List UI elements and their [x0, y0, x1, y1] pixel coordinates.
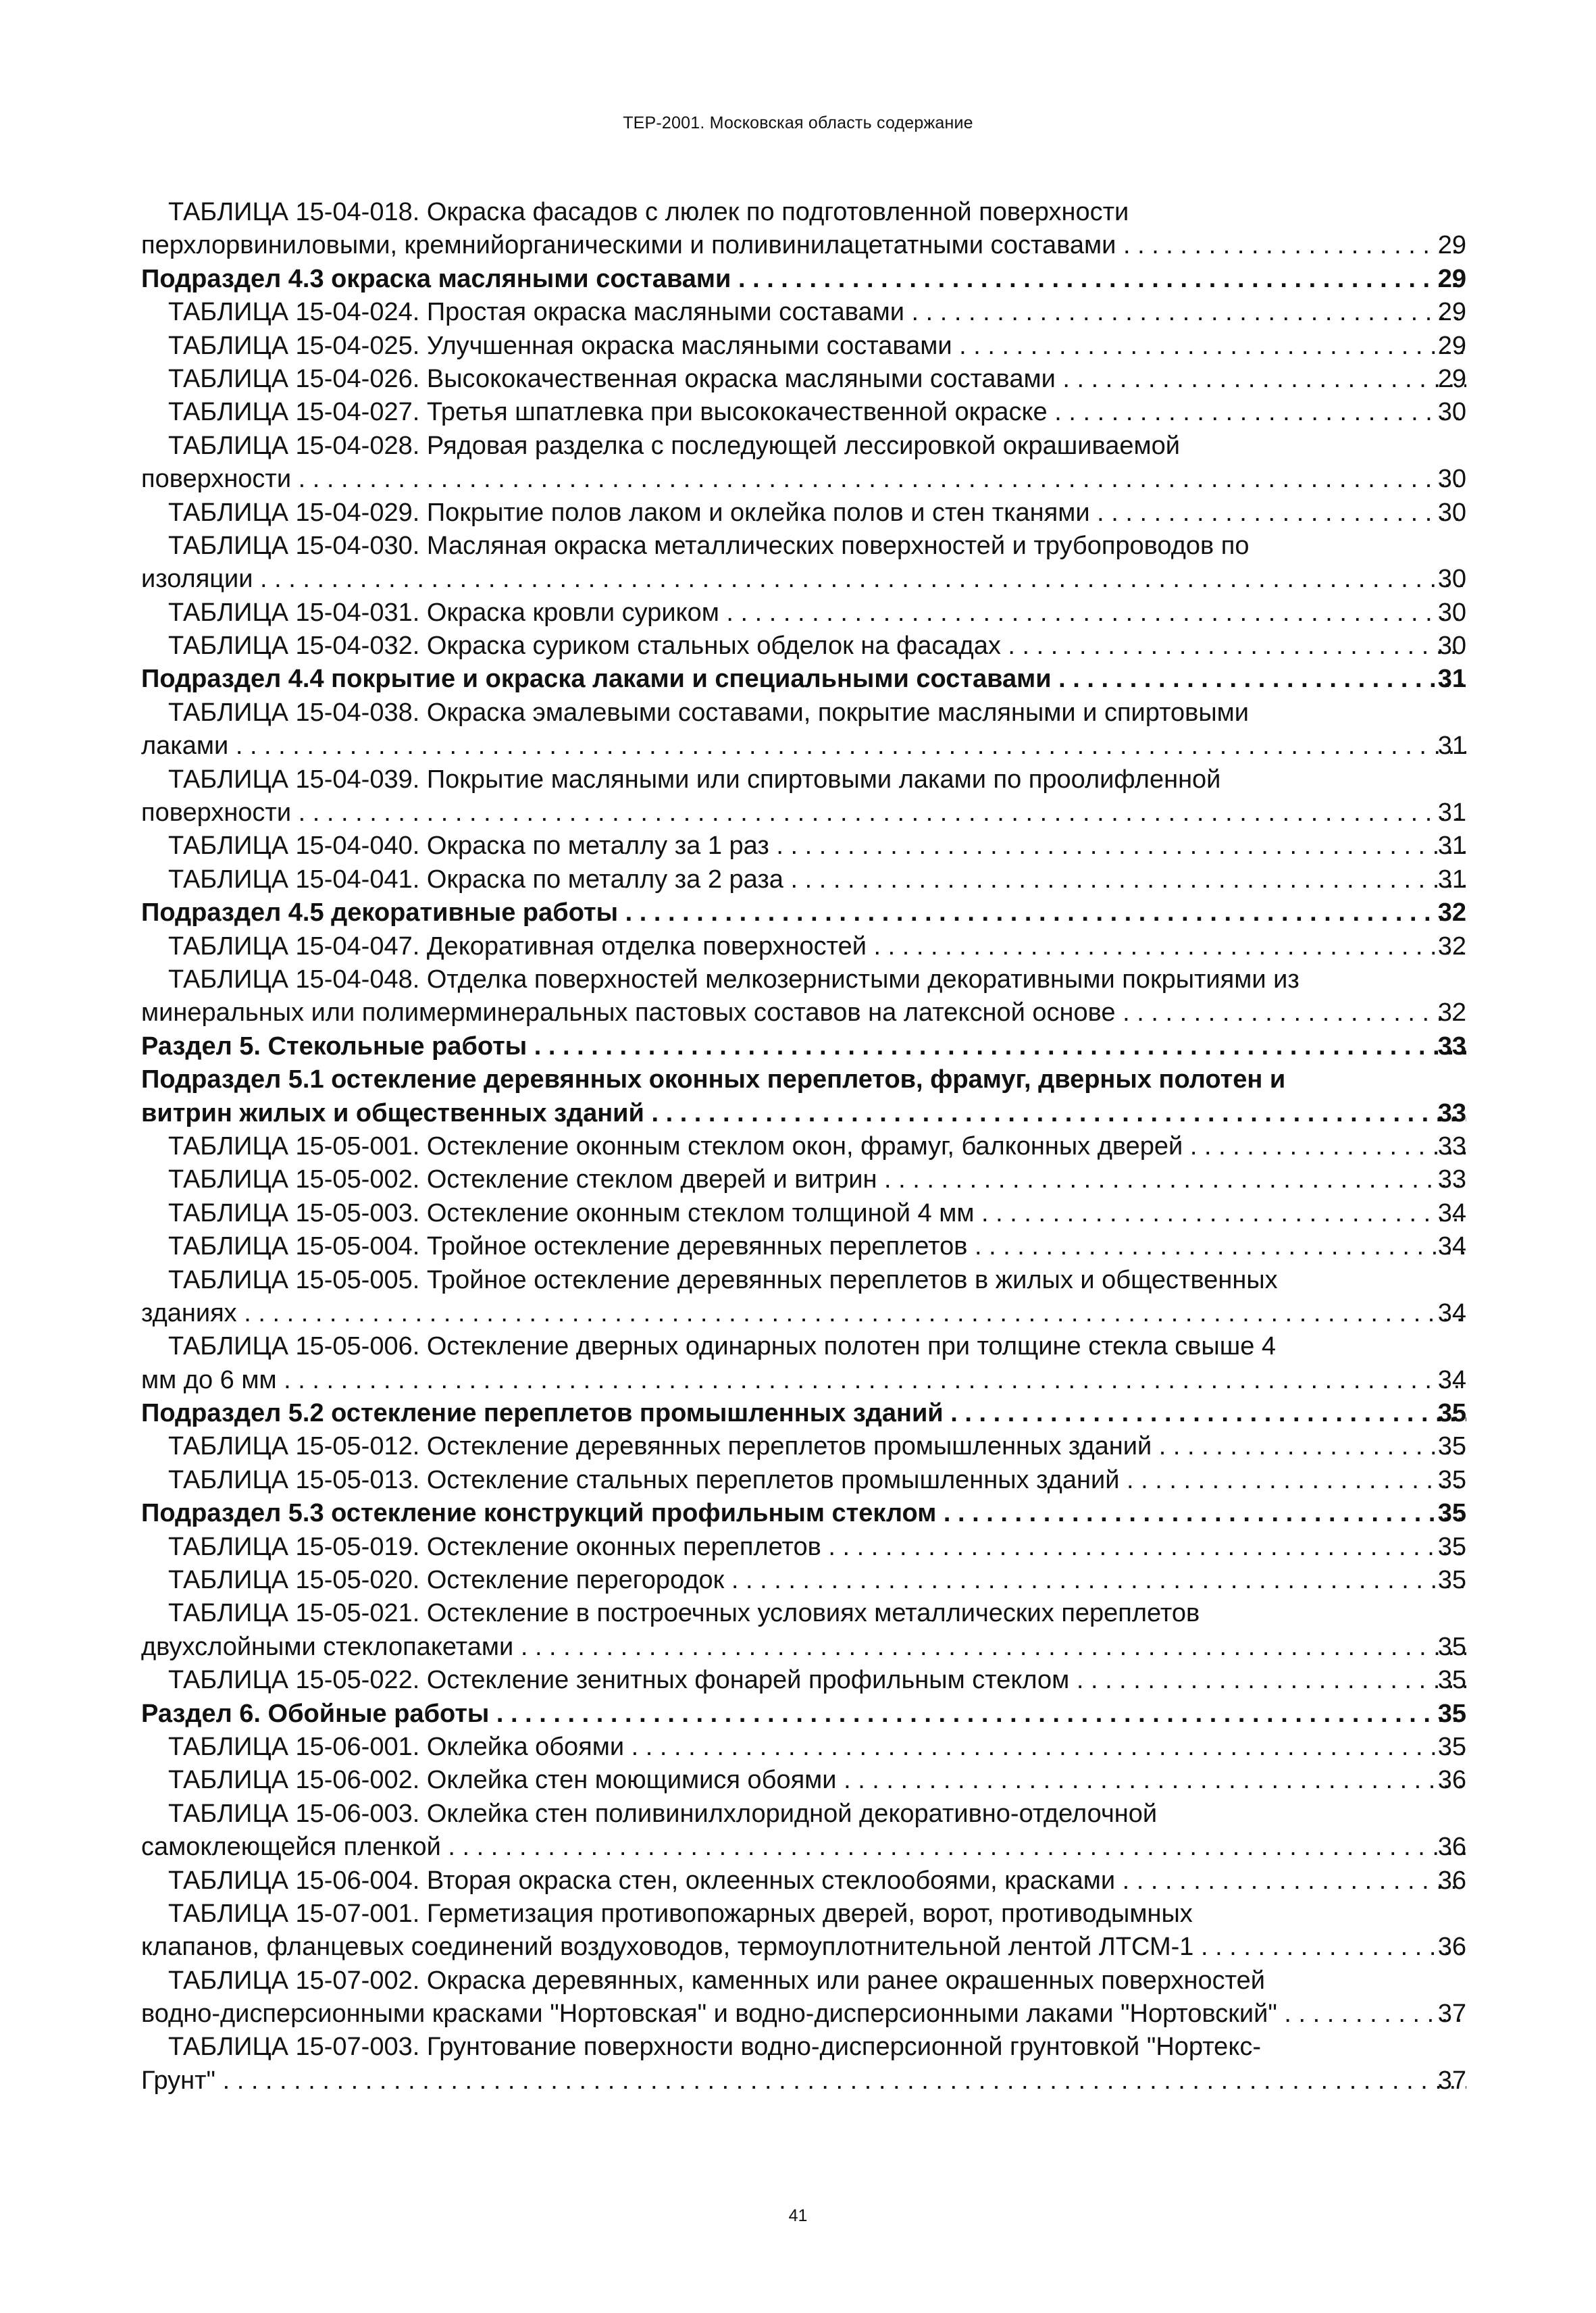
toc-section-entry [141, 1063, 1466, 1130]
toc-entry-text: ТАБЛИЦА 15-06-003. Оклейка стен поливинилхлоридной декоративно-отделочной [168, 1799, 1158, 1828]
toc-entry-text: ТАБЛИЦА 15-07-002. Окраска деревянных, каменных или ранее окрашенных поверхностей [168, 1966, 1265, 1995]
toc-page-number: 29 [1437, 331, 1466, 360]
toc-entry-text: минеральных или полимерминеральных пастовых составов на латексной основе . . . [141, 998, 1466, 1027]
toc-entry-line [141, 1264, 1466, 1297]
toc-page-number: 35 [1437, 1465, 1466, 1494]
toc-entry-line [141, 763, 1466, 796]
toc-entry-line [141, 1430, 1466, 1463]
toc-table-entry [141, 1531, 1466, 1564]
toc-entry-text: водно-дисперсионными красками "Нортовская" и водно-дисперсионными лаками "Нортовский" . . . [141, 2000, 1466, 2028]
toc-table-entry [141, 1964, 1466, 2031]
toc-section-entry [141, 263, 1466, 296]
toc-entry-text: ТАБЛИЦА 15-05-001. Остекление оконным стеклом окон, фрамуг, балконных дверей . . . [168, 1132, 1466, 1161]
toc-page-number: 35 [1437, 1399, 1466, 1428]
toc-entry-line [141, 1597, 1466, 1630]
toc-entry-line [141, 730, 1466, 763]
toc-page-number: 36 [1437, 1766, 1466, 1795]
toc-entry-text: витрин жилых и общественных зданий . . . [141, 1099, 1466, 1127]
toc-table-entry [141, 1197, 1466, 1230]
toc-entry-line [141, 196, 1466, 229]
toc-entry-text: Подраздел 4.4 покрытие и окраска лаками и специальными составами . . . [141, 665, 1466, 693]
toc-entry-line [141, 1063, 1466, 1096]
toc-entry-text: ТАБЛИЦА 15-05-003. Остекление оконным стеклом толщиной 4 мм . . . [168, 1199, 1466, 1227]
toc-entry-text: ТАБЛИЦА 15-04-027. Третья шпатлевка при высококачественной окраске . . . [168, 398, 1466, 426]
toc-entry-text: изоляции . . . [141, 565, 1466, 593]
toc-entry-line [141, 930, 1466, 963]
toc-entry-line [141, 1497, 1466, 1530]
toc-table-entry [141, 1731, 1466, 1764]
toc-page-number: 37 [1437, 2000, 1466, 2029]
toc-page-number: 34 [1437, 1232, 1466, 1261]
toc-section-entry [141, 896, 1466, 930]
toc-entry-line [141, 396, 1466, 429]
toc-table-entry [141, 1464, 1466, 1497]
toc-entry-text: ТАБЛИЦА 15-05-012. Остекление деревянных переплетов промышленных зданий . . . [168, 1432, 1466, 1460]
toc-page-number: 33 [1437, 1032, 1466, 1061]
toc-table-entry [141, 696, 1466, 763]
toc-entry-line [141, 596, 1466, 630]
toc-entry-line [141, 1130, 1466, 1163]
toc-entry-line [141, 497, 1466, 530]
toc-entry-line [141, 1998, 1466, 2031]
toc-page-number: 35 [1437, 1632, 1466, 1661]
toc-page-number: 35 [1437, 1432, 1466, 1461]
toc-entry-text: ТАБЛИЦА 15-04-025. Улучшенная окраска масляными составами . . . [168, 332, 1466, 360]
page-number: 41 [788, 2206, 808, 2225]
toc-entry-text: двухслойными стеклопакетами . . . [141, 1633, 1466, 1661]
toc-entry-text: Подраздел 4.3 окраска масляными составами . . . [141, 265, 1466, 293]
toc-table-entry [141, 1764, 1466, 1797]
toc-entry-text: ТАБЛИЦА 15-04-047. Декоративная отделка поверхностей . . . [168, 932, 1466, 961]
toc-table-entry [141, 1864, 1466, 1898]
toc-entry-text: ТАБЛИЦА 15-06-001. Оклейка обоями . . . [168, 1733, 1466, 1761]
toc-entry-text: поверхности . . . [141, 798, 1466, 827]
toc-entry-line [141, 1297, 1466, 1330]
toc-entry-text: ТАБЛИЦА 15-05-019. Остекление оконных переплетов . . . [168, 1533, 1466, 1561]
toc-section-entry [141, 1698, 1466, 1731]
toc-entry-text: ТАБЛИЦА 15-07-003. Грунтование поверхности водно-дисперсионной грунтовкой "Нортекс- [168, 2033, 1262, 2062]
toc-table-entry [141, 330, 1466, 363]
toc-entry-text: ТАБЛИЦА 15-05-006. Остекление дверных одинарных полотен при толщине стекла свыше 4 [168, 1332, 1277, 1361]
toc-page-number: 35 [1437, 1666, 1466, 1695]
toc-entry-line [141, 1698, 1466, 1731]
toc-entry-text: ТАБЛИЦА 15-05-020. Остекление перегородок . . . [168, 1566, 1466, 1594]
toc-table-entry [141, 596, 1466, 630]
toc-entry-line [141, 1364, 1466, 1397]
toc-entry-line [141, 1464, 1466, 1497]
toc-section-entry [141, 1497, 1466, 1530]
toc-entry-text: зданиях . . . [141, 1299, 1466, 1327]
toc-entry-line [141, 430, 1466, 463]
toc-entry-line [141, 1531, 1466, 1564]
toc-entry-line [141, 863, 1466, 896]
toc-table-entry [141, 1597, 1466, 1664]
toc-table-entry [141, 430, 1466, 497]
toc-table-entry [141, 196, 1466, 263]
toc-entry-text: ТАБЛИЦА 15-05-013. Остекление стальных переплетов промышленных зданий . . . [168, 1466, 1466, 1494]
toc-table-entry [141, 497, 1466, 530]
toc-table-entry [141, 1898, 1466, 1964]
toc-page-number: 36 [1437, 1833, 1466, 1862]
toc-entry-text: ТАБЛИЦА 15-07-001. Герметизация противопожарных дверей, ворот, противодымных [168, 1899, 1193, 1928]
toc-entry-line [141, 1631, 1466, 1664]
toc-table-entry [141, 1430, 1466, 1463]
toc-page-number: 33 [1437, 1132, 1466, 1161]
toc-entry-text: ТАБЛИЦА 15-04-039. Покрытие масляными или спиртовыми лаками по проолифленной [168, 765, 1221, 794]
toc-entry-line [141, 1831, 1466, 1864]
toc-entry-text: ТАБЛИЦА 15-05-002. Остекление стеклом дверей и витрин . . . [168, 1165, 1466, 1194]
toc-table-entry [141, 1163, 1466, 1196]
toc-entry-text: Раздел 6. Обойные работы . . . [141, 1700, 1466, 1728]
toc-table-entry [141, 530, 1466, 596]
toc-page-number: 30 [1437, 632, 1466, 661]
toc-page-number: 30 [1437, 565, 1466, 594]
toc-page-number: 29 [1437, 264, 1466, 293]
toc-section-entry [141, 1397, 1466, 1430]
toc-entry-text: ТАБЛИЦА 15-05-022. Остекление зенитных фонарей профильным стеклом . . . [168, 1666, 1466, 1694]
toc-entry-line [141, 1330, 1466, 1363]
toc-page-number: 35 [1437, 1732, 1466, 1761]
toc-entry-text: ТАБЛИЦА 15-04-048. Отделка поверхностей мелкозернистыми декоративными покрытиями из [168, 965, 1299, 994]
toc-entry-line [141, 530, 1466, 563]
toc-page-number: 33 [1437, 1098, 1466, 1127]
toc-entry-line [141, 463, 1466, 496]
toc-entry-text: Подраздел 5.2 остекление переплетов промышленных зданий . . . [141, 1399, 1466, 1427]
toc-entry-line [141, 1230, 1466, 1263]
toc-page-number: 31 [1437, 865, 1466, 894]
toc-entry-text: лаками . . . [141, 732, 1466, 760]
toc-entry-text: ТАБЛИЦА 15-04-026. Высококачественная окраска масляными составами . . . [168, 365, 1466, 393]
toc-page-number: 32 [1437, 998, 1466, 1027]
toc-entry-text: самоклеющейся пленкой . . . [141, 1833, 1466, 1861]
toc-table-entry [141, 296, 1466, 329]
toc-page-number: 29 [1437, 231, 1466, 260]
toc-table-entry [141, 363, 1466, 396]
toc-page-number: 29 [1437, 298, 1466, 327]
toc-page-number: 34 [1437, 1365, 1466, 1394]
toc-page-number: 31 [1437, 798, 1466, 828]
toc-page-number: 35 [1437, 1532, 1466, 1561]
toc-entry-text: ТАБЛИЦА 15-04-040. Окраска по металлу за 1 раз . . . [168, 832, 1466, 860]
toc-entry-text: ТАБЛИЦА 15-05-021. Остекление в построечных условиях металлических переплетов [168, 1599, 1200, 1628]
toc-entry-line [141, 330, 1466, 363]
toc-entry-text: ТАБЛИЦА 15-04-028. Рядовая разделка с последующей лессировкой окрашиваемой [168, 431, 1181, 460]
toc-entry-line [141, 1163, 1466, 1196]
toc-table-entry [141, 1230, 1466, 1263]
toc-table-entry [141, 1564, 1466, 1597]
toc-entry-line [141, 1564, 1466, 1597]
toc-entry-line [141, 1931, 1466, 1964]
toc-entry-line [141, 263, 1466, 296]
toc-entry-line [141, 630, 1466, 663]
toc-entry-text: ТАБЛИЦА 15-04-024. Простая окраска масляными составами . . . [168, 298, 1466, 326]
toc-page-number: 31 [1437, 665, 1466, 694]
toc-page-number: 32 [1437, 898, 1466, 927]
toc-entry-line [141, 996, 1466, 1030]
toc-page-number: 35 [1437, 1699, 1466, 1728]
toc-entry-line [141, 1197, 1466, 1230]
toc-page-number: 36 [1437, 1933, 1466, 1962]
toc-page-number: 30 [1437, 465, 1466, 494]
toc-entry-text: ТАБЛИЦА 15-04-038. Окраска эмалевыми составами, покрытие масляными и спиртовыми [168, 698, 1250, 727]
toc-entry-text: перхлорвиниловыми, кремнийорганическими и поливинилацетатными составами . . . [141, 231, 1466, 259]
toc-table-entry [141, 2031, 1466, 2098]
toc-entry-line [141, 663, 1466, 696]
toc-entry-text: ТАБЛИЦА 15-05-004. Тройное остекление деревянных переплетов . . . [168, 1232, 1466, 1261]
toc-page-number: 34 [1437, 1298, 1466, 1327]
toc-entry-text: ТАБЛИЦА 15-04-041. Окраска по металлу за 2 раза . . . [168, 865, 1466, 894]
toc-entry-line [141, 1731, 1466, 1764]
toc-entry-line [141, 2031, 1466, 2064]
toc-table-entry [141, 1264, 1466, 1331]
toc-table-entry [141, 1664, 1466, 1697]
toc-table-entry [141, 630, 1466, 663]
toc-entry-line [141, 1397, 1466, 1430]
toc-entry-line [141, 563, 1466, 596]
toc-table-entry [141, 963, 1466, 1030]
toc-entry-text: Раздел 5. Стекольные работы . . . [141, 1032, 1466, 1061]
toc-entry-text: ТАБЛИЦА 15-06-004. Вторая окраска стен, оклеенных стеклообоями, красками . . . [168, 1866, 1466, 1895]
toc-entry-line [141, 1097, 1466, 1130]
toc-table-entry [141, 1330, 1466, 1397]
toc-entry-text: ТАБЛИЦА 15-04-018. Окраска фасадов с люлек по подготовленной поверхности [168, 198, 1129, 226]
toc-entry-line [141, 1964, 1466, 1998]
toc-entry-line [141, 696, 1466, 730]
toc-page-number: 31 [1437, 732, 1466, 761]
toc-page-number: 31 [1437, 832, 1466, 861]
toc-entry-line [141, 2064, 1466, 2098]
toc-entry-text: клапанов, фланцевых соединений воздуховодов, термоуплотнительной лентой ЛТСМ-1 . . . [141, 1933, 1466, 1961]
toc-page-number: 34 [1437, 1198, 1466, 1227]
toc-entry-line [141, 296, 1466, 329]
toc-entry-line [141, 1030, 1466, 1063]
toc-page-number: 37 [1437, 2066, 1466, 2095]
toc-table-entry [141, 863, 1466, 896]
toc-page-number: 35 [1437, 1566, 1466, 1595]
toc-section-entry [141, 663, 1466, 696]
toc-table-entry [141, 930, 1466, 963]
toc-entry-line [141, 1664, 1466, 1697]
toc-table-entry [141, 763, 1466, 830]
toc-page-number: 30 [1437, 498, 1466, 527]
toc-entry-line [141, 963, 1466, 996]
toc-entry-text: ТАБЛИЦА 15-04-029. Покрытие полов лаком и оклейка полов и стен тканями . . . [168, 499, 1466, 527]
toc-page-number: 33 [1437, 1165, 1466, 1194]
toc-entry-text: ТАБЛИЦА 15-06-002. Оклейка стен моющимися обоями . . . [168, 1766, 1466, 1794]
toc-entry-text: Грунт" . . . [141, 2066, 1466, 2095]
toc-table-entry [141, 396, 1466, 429]
toc-table-entry [141, 1130, 1466, 1163]
page-header: ТЕР-2001. Московская область содержание [623, 113, 973, 132]
toc-entry-text: ТАБЛИЦА 15-04-030. Масляная окраска металлических поверхностей и трубопроводов по [168, 531, 1250, 560]
toc-entry-line [141, 1798, 1466, 1831]
toc-page-number: 29 [1437, 364, 1466, 393]
toc-entry-line [141, 796, 1466, 830]
toc-entry-text: ТАБЛИЦА 15-04-032. Окраска суриком стальных обделок на фасадах . . . [168, 632, 1466, 660]
toc-page-number: 36 [1437, 1866, 1466, 1895]
toc-entry-text: Подраздел 5.3 остекление конструкций профильным стеклом . . . [141, 1499, 1466, 1527]
toc-entry-line [141, 229, 1466, 262]
toc-entry-text: ТАБЛИЦА 15-05-005. Тройное остекление деревянных переплетов в жилых и общественных [168, 1265, 1278, 1294]
toc-entry-text: Подраздел 5.1 остекление деревянных оконных переплетов, фрамуг, дверных полотен и [141, 1065, 1286, 1094]
toc-entry-line [141, 1764, 1466, 1797]
toc-entry-line [141, 1898, 1466, 1931]
toc-entry-text: Подраздел 4.5 декоративные работы . . . [141, 898, 1466, 927]
toc-table-entry [141, 1798, 1466, 1864]
toc-entry-line [141, 1864, 1466, 1898]
toc-section-entry [141, 1030, 1466, 1063]
toc-page-number: 32 [1437, 932, 1466, 961]
toc-page-number: 30 [1437, 398, 1466, 427]
toc-page-number: 30 [1437, 598, 1466, 627]
toc-table-entry [141, 830, 1466, 863]
toc-entry-text: ТАБЛИЦА 15-04-031. Окраска кровли суриком . . . [168, 599, 1466, 627]
toc-page-number: 35 [1437, 1499, 1466, 1528]
toc-entry-line [141, 896, 1466, 930]
toc-entry-text: мм до 6 мм . . . [141, 1366, 1466, 1394]
table-of-contents [141, 196, 1466, 2098]
toc-entry-line [141, 363, 1466, 396]
toc-entry-text: поверхности . . . [141, 465, 1466, 493]
toc-entry-line [141, 830, 1466, 863]
